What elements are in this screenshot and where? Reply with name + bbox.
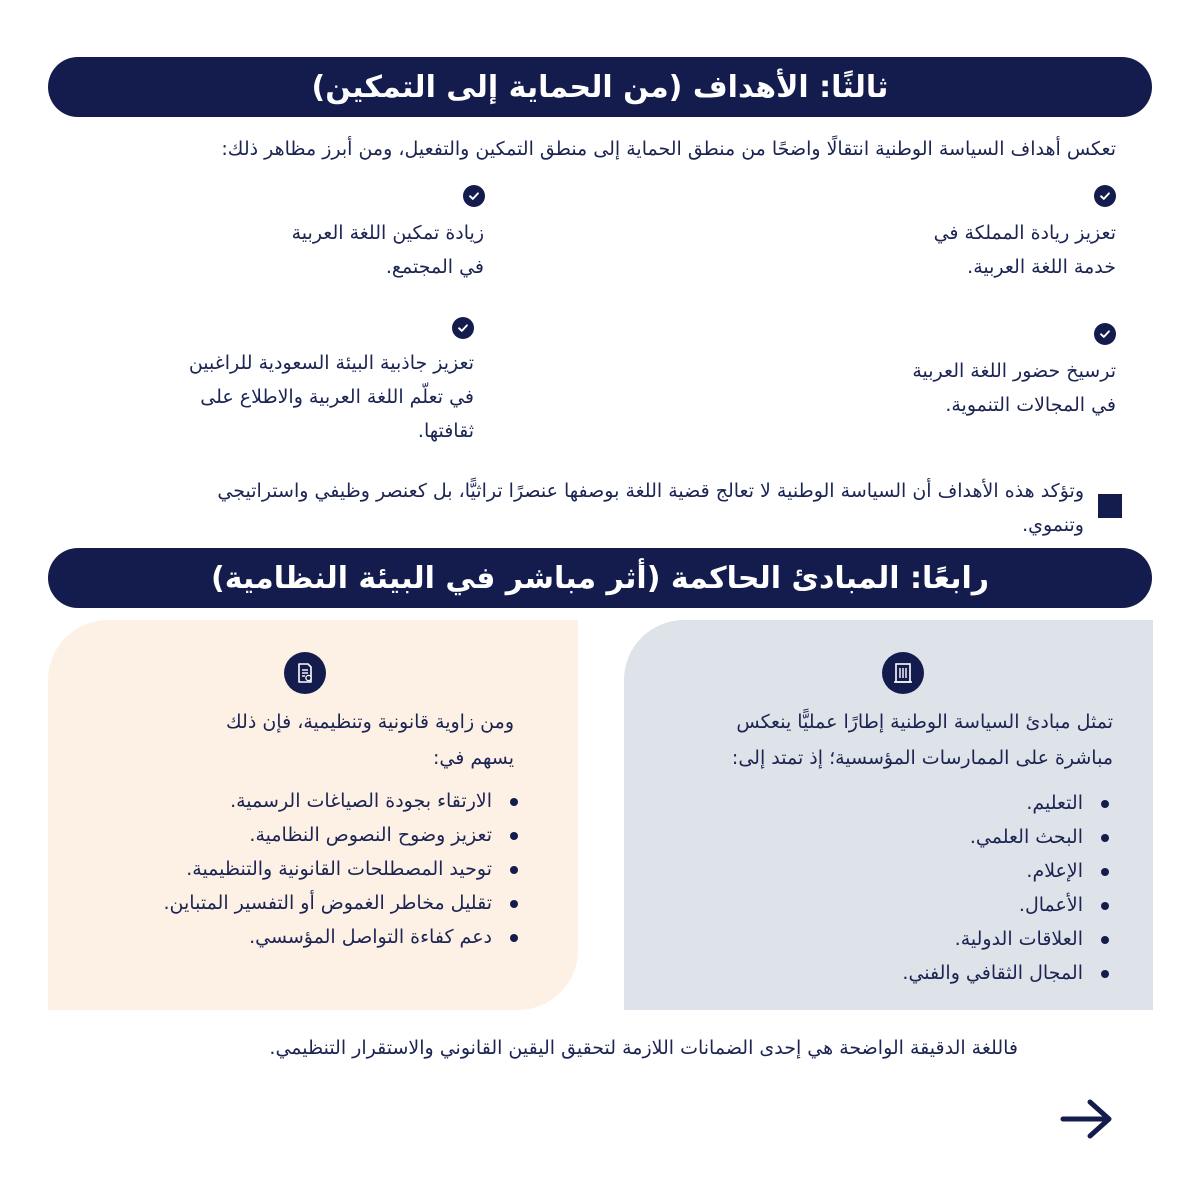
- list-item: [102, 886, 522, 920]
- list-item-label: الأعمال.: [1018, 894, 1083, 916]
- bullet-dot-icon: [1101, 834, 1109, 842]
- bullet-dot-icon: [1101, 868, 1109, 876]
- lead-line: يسهم في:: [432, 747, 514, 769]
- check-circle-icon: [1094, 185, 1116, 207]
- domains-list: [693, 786, 1113, 990]
- panel-lead-text: [94, 704, 514, 776]
- list-item: [102, 784, 522, 818]
- check-circle-icon: [1094, 323, 1116, 345]
- list-item-label: تعزيز وضوح النصوص النظامية.: [249, 824, 492, 846]
- goal-line: في المجتمع.: [385, 256, 484, 278]
- list-item-label: الإعلام.: [1026, 860, 1083, 882]
- list-item: [693, 888, 1113, 922]
- list-item-label: الارتقاء بجودة الصياغات الرسمية.: [230, 790, 492, 812]
- square-bullet-icon: [1098, 494, 1122, 518]
- lead-line: مباشرة على الممارسات المؤسسية؛ إذ تمتد إلى:: [731, 747, 1113, 769]
- bullet-dot-icon: [510, 934, 518, 942]
- goal-line: تعزيز ريادة المملكة في: [933, 222, 1116, 244]
- legal-regulatory-panel: [48, 620, 578, 1010]
- goal-line: تعزيز جاذبية البيئة السعودية للراغبين: [188, 352, 474, 374]
- goal-line: في تعلّم اللغة العربية والاطلاع على: [200, 386, 474, 408]
- section3-title-banner: [48, 57, 1152, 117]
- section3-intro: تعكس أهداف السياسة الوطنية انتقالًا واضحًا من منطق الحماية إلى منطق التمكين والتفعيل، ومن أبرز مظاهر ذلك:: [221, 138, 1116, 160]
- bullet-dot-icon: [1101, 800, 1109, 808]
- institutional-practices-panel: [624, 620, 1153, 1010]
- goal-item: [184, 216, 484, 284]
- list-item-label: المجال الثقافي والفني.: [902, 962, 1083, 984]
- check-circle-icon: [452, 317, 474, 339]
- legal-document-icon: [284, 652, 326, 694]
- bullet-dot-icon: [510, 798, 518, 806]
- lead-line: ومن زاوية قانونية وتنظيمية، فإن ذلك: [226, 711, 514, 733]
- panel-lead-text: [653, 704, 1113, 776]
- section3-summary: [84, 474, 1084, 542]
- goal-line: ترسيخ حضور اللغة العربية: [912, 360, 1116, 382]
- list-item: [693, 820, 1113, 854]
- summary-line: وتؤكد هذه الأهداف أن السياسة الوطنية لا تعالج قضية اللغة بوصفها عنصرًا تراثيًّا، بل كعنصر وظيفي واستراتيجي: [217, 480, 1084, 502]
- summary-line: وتنموي.: [1022, 514, 1084, 536]
- closing-statement: فاللغة الدقيقة الواضحة هي إحدى الضمانات اللازمة لتحقيق اليقين القانوني والاستقرار التنظيمي.: [269, 1037, 1018, 1059]
- list-item: [693, 854, 1113, 888]
- list-item: [102, 818, 522, 852]
- bullet-dot-icon: [1101, 902, 1109, 910]
- next-arrow-icon[interactable]: [1058, 1096, 1116, 1142]
- goal-item: [816, 216, 1116, 284]
- bullet-dot-icon: [1101, 936, 1109, 944]
- list-item-label: العلاقات الدولية.: [954, 928, 1083, 950]
- section4-title: رابعًا: المبادئ الحاكمة (أثر مباشر في البيئة النظامية): [210, 560, 990, 596]
- goal-item: [114, 346, 474, 448]
- bullet-dot-icon: [510, 866, 518, 874]
- list-item: [693, 956, 1113, 990]
- list-item: [693, 786, 1113, 820]
- list-item: [102, 852, 522, 886]
- list-item-label: توحيد المصطلحات القانونية والتنظيمية.: [186, 858, 492, 880]
- goal-line: خدمة اللغة العربية.: [967, 256, 1116, 278]
- section4-title-banner: [48, 548, 1152, 608]
- goal-line: ثقافتها.: [417, 420, 474, 442]
- building-icon: [882, 652, 924, 694]
- bullet-dot-icon: [1101, 970, 1109, 978]
- list-item: [693, 922, 1113, 956]
- goal-line: في المجالات التنموية.: [945, 394, 1116, 416]
- list-item-label: دعم كفاءة التواصل المؤسسي.: [249, 926, 492, 948]
- lead-line: تمثل مبادئ السياسة الوطنية إطارًا عمليًّا ينعكس: [736, 711, 1113, 733]
- bullet-dot-icon: [510, 900, 518, 908]
- list-item-label: التعليم.: [1026, 792, 1083, 814]
- contributions-list: [102, 784, 522, 954]
- section3-title: ثالثًا: الأهداف (من الحماية إلى التمكين): [311, 69, 889, 105]
- goal-item: [816, 354, 1116, 422]
- list-item-label: البحث العلمي.: [969, 826, 1083, 848]
- check-circle-icon: [463, 185, 485, 207]
- goal-line: زيادة تمكين اللغة العربية: [291, 222, 484, 244]
- list-item: [102, 920, 522, 954]
- list-item-label: تقليل مخاطر الغموض أو التفسير المتباين.: [163, 892, 492, 914]
- bullet-dot-icon: [510, 832, 518, 840]
